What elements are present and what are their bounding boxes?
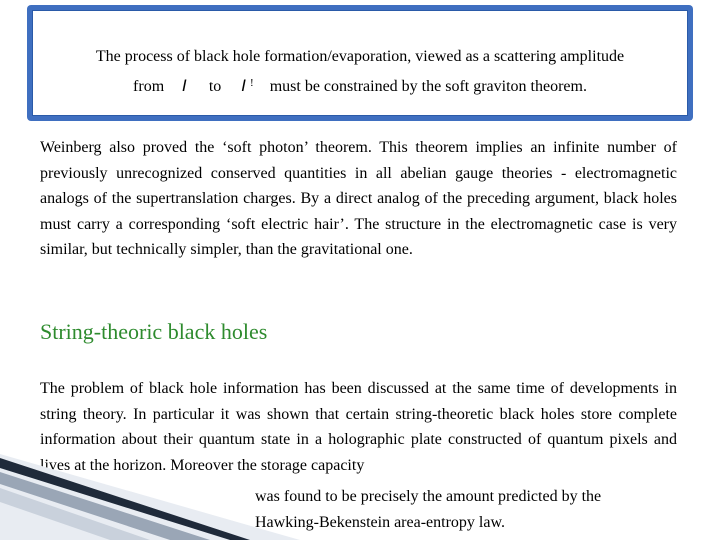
callout-line-2-text: must be constrained by the soft graviton theorem. — [269, 78, 587, 95]
scri-plus-symbol: I — [241, 76, 247, 95]
paragraph-soft-photon: Weinberg also proved the ‘soft photon’ theorem. This theorem implies an infinite number of previously unrecognized conserved quantities in all abelian gauge theories - electromagnetic analogs of the supertranslation charges. By a direct analog of the preceding argument, black holes must carry a corresponding ‘soft electric hair’. The structure in the electromagnetic case is very similar, but technically simpler, than the gravitational one. — [40, 139, 677, 258]
paragraph-string-theory: The problem of black hole information has been discussed at the same time of developments in string theory. In particular it was shown that certain string-theoretic black holes store complete information about their quantum state in a holographic plate constructed of quantum pixels and lives at the horizon. Moreover the storage capacity — [40, 380, 677, 474]
scri-minus-symbol: I — [182, 76, 187, 95]
callout-content — [32, 10, 688, 116]
from-label: from — [133, 78, 165, 95]
callout-line-2 — [133, 70, 587, 100]
callout-line-1: The process of black hole formation/evaporation, viewed as a scattering amplitude — [95, 48, 625, 65]
callout-box — [27, 5, 693, 121]
tail-line-1: was found to be precisely the amount predicted by the — [255, 488, 602, 505]
section-heading: String-theoric black holes — [40, 319, 268, 344]
paragraph-string-theory-tail — [255, 484, 601, 535]
tail-line-2: Hawking-Bekenstein area-entropy law. — [255, 513, 505, 531]
to-label: to — [208, 78, 222, 95]
scri-plus-mark: ! — [250, 77, 254, 89]
